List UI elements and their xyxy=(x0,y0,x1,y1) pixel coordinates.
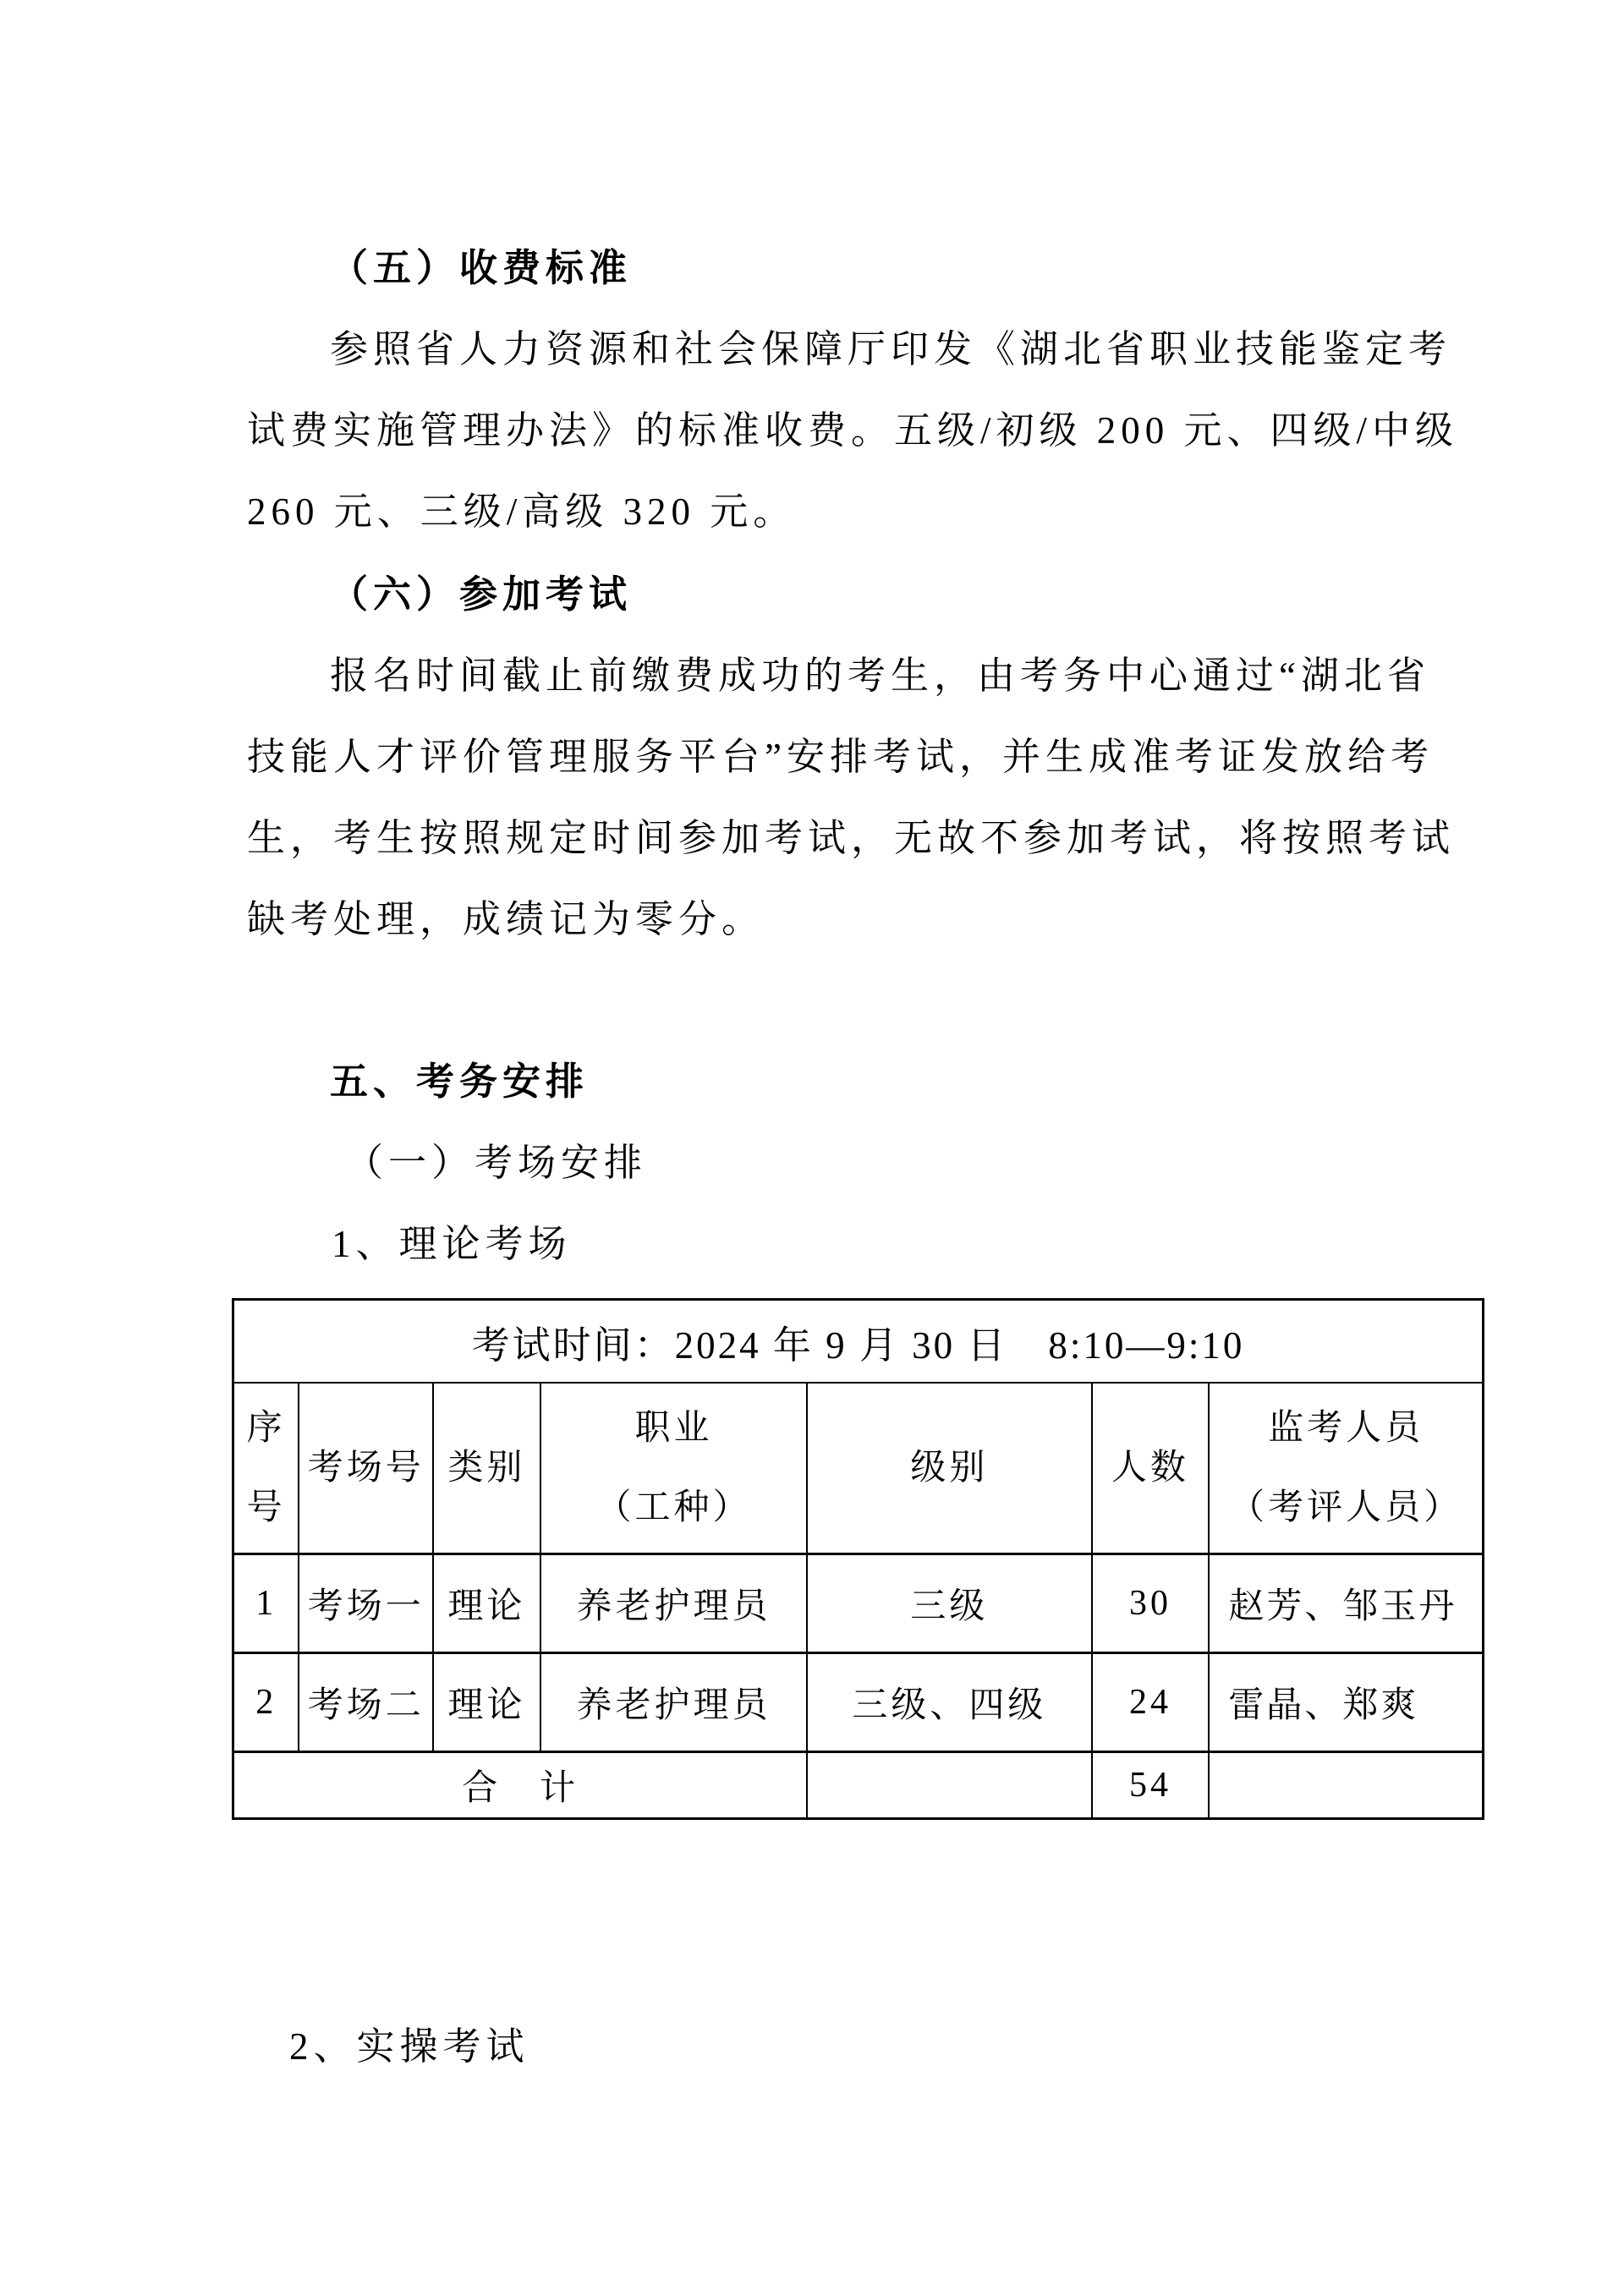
subsection-practice-heading: 2、实操考试 xyxy=(289,2025,529,2068)
table-title-row xyxy=(233,1300,1484,1384)
subsection-theory-heading: 1、理论考场 xyxy=(332,1223,572,1265)
section-fee-heading: （五）收费标准 xyxy=(330,247,633,289)
cell-level: 三级、四级 xyxy=(807,1653,1091,1752)
cell-proctors: 雷晶、郑爽 xyxy=(1209,1653,1483,1752)
paragraph-line: 技能人才评价管理服务平台”安排考试，并生成准考证发放给考 xyxy=(247,736,1434,778)
subsection-venue-heading: （一）考场安排 xyxy=(345,1142,648,1184)
total-count: 54 xyxy=(1092,1752,1210,1819)
section-exam-heading: 五、考务安排 xyxy=(330,1060,590,1103)
cell-no: 1 xyxy=(233,1554,299,1653)
table-row xyxy=(233,1554,1484,1653)
cell-count: 30 xyxy=(1092,1554,1210,1653)
col-header-category: 类别 xyxy=(433,1383,540,1554)
paragraph-line: 参照省人力资源和社会保障厅印发《湖北省职业技能鉴定考 xyxy=(330,328,1452,370)
total-level-cell xyxy=(807,1752,1091,1819)
cell-occupation: 养老护理员 xyxy=(540,1554,807,1653)
document-body xyxy=(247,0,1479,2087)
paragraph-line: 试费实施管理办法》的标准收费。五级/初级 200 元、四级/中级 xyxy=(247,409,1459,452)
cell-count: 24 xyxy=(1092,1653,1210,1752)
section-attend-paragraph xyxy=(247,635,1479,960)
paragraph-line: 生，考生按照规定时间参加考试，无故不参加考试，将按照考试 xyxy=(247,817,1456,859)
col-header-proctor: 监考人员 （考评人员） xyxy=(1209,1383,1483,1554)
paragraph-line: 报名时间截止前缴费成功的考生，由考务中心通过“湖北省 xyxy=(330,655,1430,697)
cell-room: 考场一 xyxy=(299,1554,433,1653)
table-header-row xyxy=(233,1383,1484,1554)
col-header-room: 考场号 xyxy=(299,1383,433,1554)
col-header-no: 序 号 xyxy=(233,1383,299,1554)
table-total-row xyxy=(233,1752,1484,1819)
section-fee-paragraph xyxy=(247,309,1479,552)
col-header-occupation: 职业 （工种） xyxy=(540,1383,807,1554)
cell-occupation: 养老护理员 xyxy=(540,1653,807,1752)
theory-exam-table xyxy=(232,1298,1484,1820)
paragraph-line: 缺考处理，成绩记为零分。 xyxy=(247,898,765,940)
table-row xyxy=(233,1653,1484,1752)
exam-time-title: 考试时间：2024 年 9 月 30 日 8:10—9:10 xyxy=(233,1300,1484,1384)
cell-no: 2 xyxy=(233,1653,299,1752)
section-attend-heading: （六）参加考试 xyxy=(330,573,633,616)
cell-room: 考场二 xyxy=(299,1653,433,1752)
cell-category: 理论 xyxy=(433,1653,540,1752)
cell-level: 三级 xyxy=(807,1554,1091,1653)
col-header-count: 人数 xyxy=(1092,1383,1210,1554)
total-proctors-cell xyxy=(1209,1752,1483,1819)
col-header-level: 级别 xyxy=(807,1383,1091,1554)
total-label: 合 计 xyxy=(233,1752,808,1819)
cell-category: 理论 xyxy=(433,1554,540,1653)
cell-proctors: 赵芳、邹玉丹 xyxy=(1209,1554,1483,1653)
paragraph-line: 260 元、三级/高级 320 元。 xyxy=(247,490,797,533)
